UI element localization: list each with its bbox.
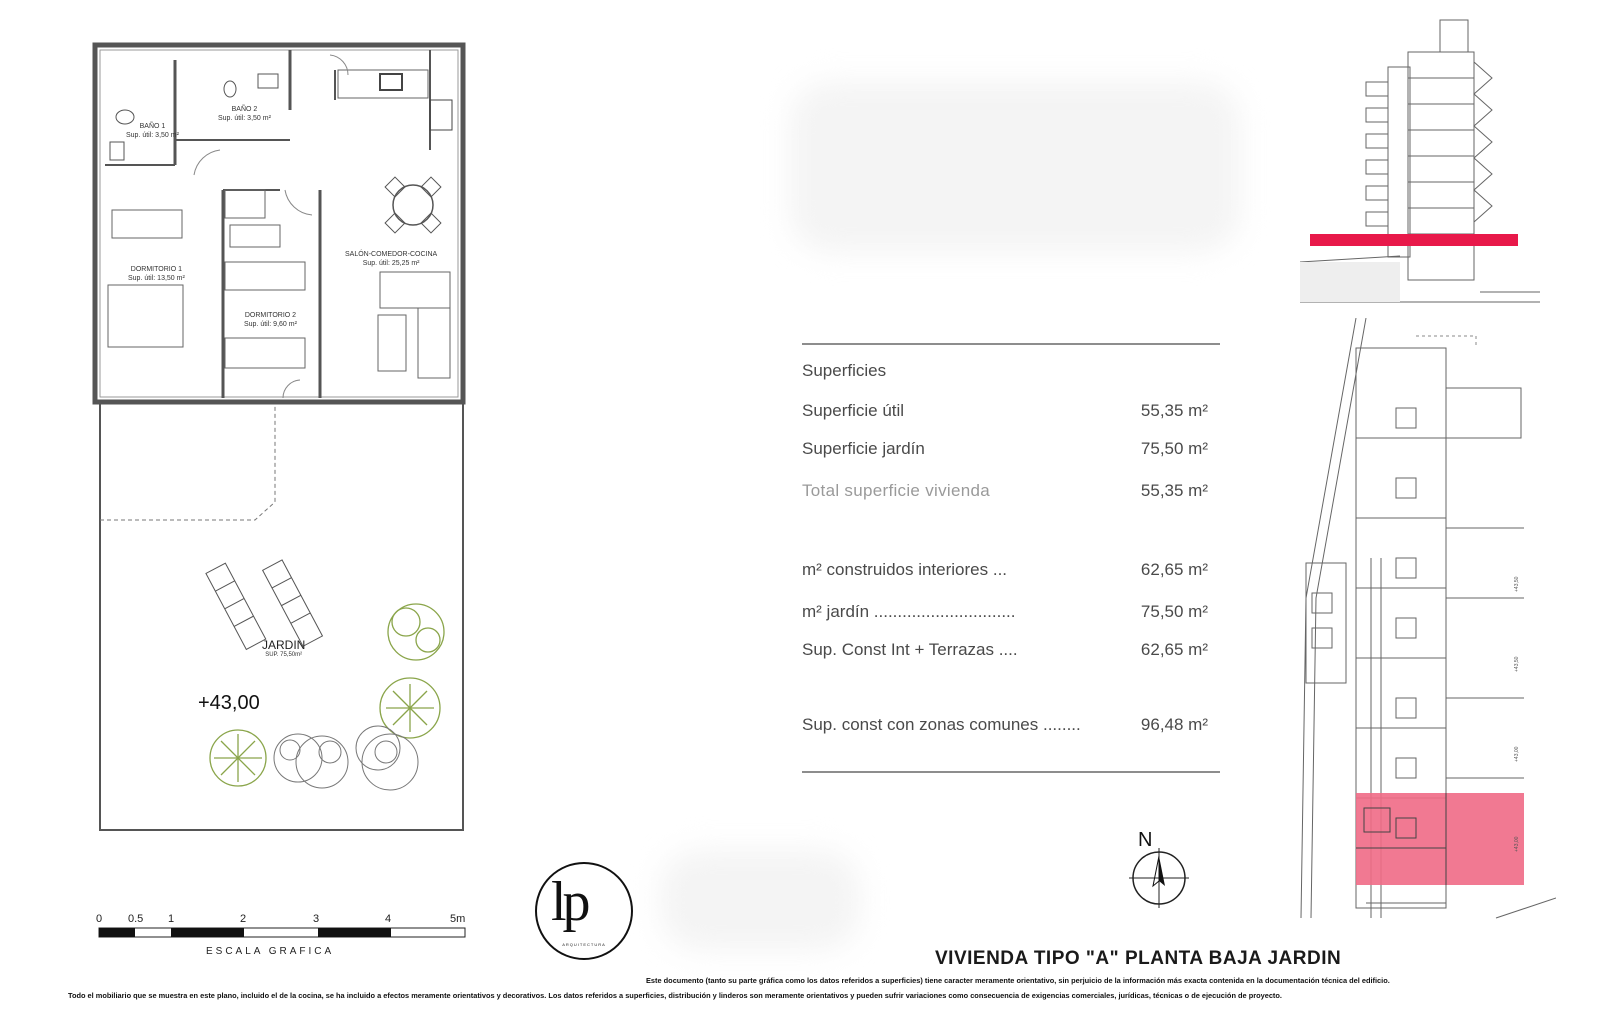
surface-label: Sup. const con zonas comunes ........ [802, 715, 1081, 734]
erased-area [660, 850, 860, 950]
room-label-bano2 [218, 105, 271, 123]
room-name: JARDIN [262, 638, 306, 652]
scale-tick-3: 3 [313, 913, 320, 925]
surface-value: 62,65 m² [1140, 560, 1208, 579]
room-area: Sup. útil: 3,50 m² [126, 132, 179, 139]
surface-label: m² jardín .............................. [802, 602, 1016, 621]
disclaimer-line-2: Todo el mobiliario que se muestra en este plano, incluido el de la cocina, se ha incluido a efectos meramente orientativos y decorativos. Los datos referidos a superficies, distribución y linderos son meramente orientativos y pueden sufrir variaciones como consecuencia de exigencias comerciales, jurídicas, técnicas o de ejecución de proyecto. [68, 991, 1282, 1000]
room-name: DORMITORIO 2 [244, 312, 297, 319]
scale-tick-4: 4 [385, 913, 392, 925]
surfaces-panel [802, 343, 1220, 775]
surface-row [802, 439, 1220, 459]
surface-label: Superficie útil [802, 401, 905, 420]
room-name: BAÑO 2 [231, 106, 258, 113]
room-area: Sup. útil: 25,25 m² [362, 260, 420, 267]
surface-row [802, 481, 1220, 501]
room-label-bano1 [126, 122, 179, 140]
scale-bar [98, 926, 470, 940]
surface-value: 55,35 m² [1140, 401, 1208, 420]
scale-tick-0: 0 [96, 913, 103, 925]
room-label-dorm1 [128, 265, 185, 283]
divider-bottom [802, 771, 1220, 773]
surface-value: 75,50 m² [1140, 602, 1208, 621]
surface-label: Total superficie vivienda [802, 481, 990, 500]
floor-plan [90, 40, 480, 840]
surface-value: 75,50 m² [1140, 439, 1208, 458]
surface-row [802, 560, 1220, 580]
site-level: +43,00 [1514, 746, 1520, 762]
room-name: DORMITORIO 1 [130, 266, 183, 273]
plan-title: VIVIENDA TIPO "A" PLANTA BAJA JARDIN [935, 948, 1342, 969]
erased-area [790, 82, 1240, 252]
surface-value: 62,65 m² [1140, 640, 1208, 659]
surface-row [802, 715, 1220, 735]
surface-row [802, 401, 1220, 421]
site-plan [1296, 318, 1556, 930]
room-area: Sup. útil: 13,50 m² [128, 275, 185, 282]
site-level: +43,50 [1514, 576, 1520, 592]
room-name: SALÓN-COMEDOR-COCINA [345, 251, 438, 258]
compass-label: N [1138, 829, 1153, 851]
logo-subtext: ARQUITECTURA [562, 942, 606, 947]
surface-row [802, 640, 1220, 660]
surfaces-heading: Superficies [802, 361, 887, 380]
brand-logo [535, 862, 633, 960]
room-area: Sup. útil: 9,60 m² [244, 321, 297, 328]
scale-tick-5m: 5m [450, 913, 466, 925]
room-name: BAÑO 1 [139, 123, 166, 130]
divider-top [802, 343, 1220, 345]
building-elevation [1300, 12, 1550, 312]
scale-tick-0.5: 0.5 [128, 913, 144, 925]
logo-monogram: lp [551, 871, 587, 933]
north-compass-icon [1126, 826, 1192, 910]
scale-caption: ESCALA GRAFICA [206, 946, 335, 957]
site-level: +43,00 [1514, 836, 1520, 852]
level-mark: +43,00 [198, 692, 260, 714]
room-area: SUP. 75,50m² [265, 652, 303, 658]
disclaimer-line-1: Este documento (tanto su parte gráfica como los datos referidos a superficies) tiene caracter meramente orientativo, sin perjuicio de la información más exacta contenida en la documentación técnica del edificio. [646, 976, 1390, 985]
room-label-dorm2 [244, 311, 297, 329]
surface-label: Sup. Const Int + Terrazas .... [802, 640, 1018, 659]
surface-label: Superficie jardín [802, 439, 925, 458]
scale-tick-2: 2 [240, 913, 247, 925]
scale-tick-1: 1 [168, 913, 175, 925]
surface-value: 55,35 m² [1140, 481, 1208, 500]
room-area: Sup. útil: 3,50 m² [218, 115, 271, 122]
site-level: +43,50 [1514, 656, 1520, 672]
surface-row [802, 602, 1220, 622]
surface-value: 96,48 m² [1140, 715, 1208, 734]
room-label-jardin [262, 638, 305, 658]
surface-label: m² construidos interiores ... [802, 560, 1008, 579]
room-label-salon [345, 250, 437, 268]
